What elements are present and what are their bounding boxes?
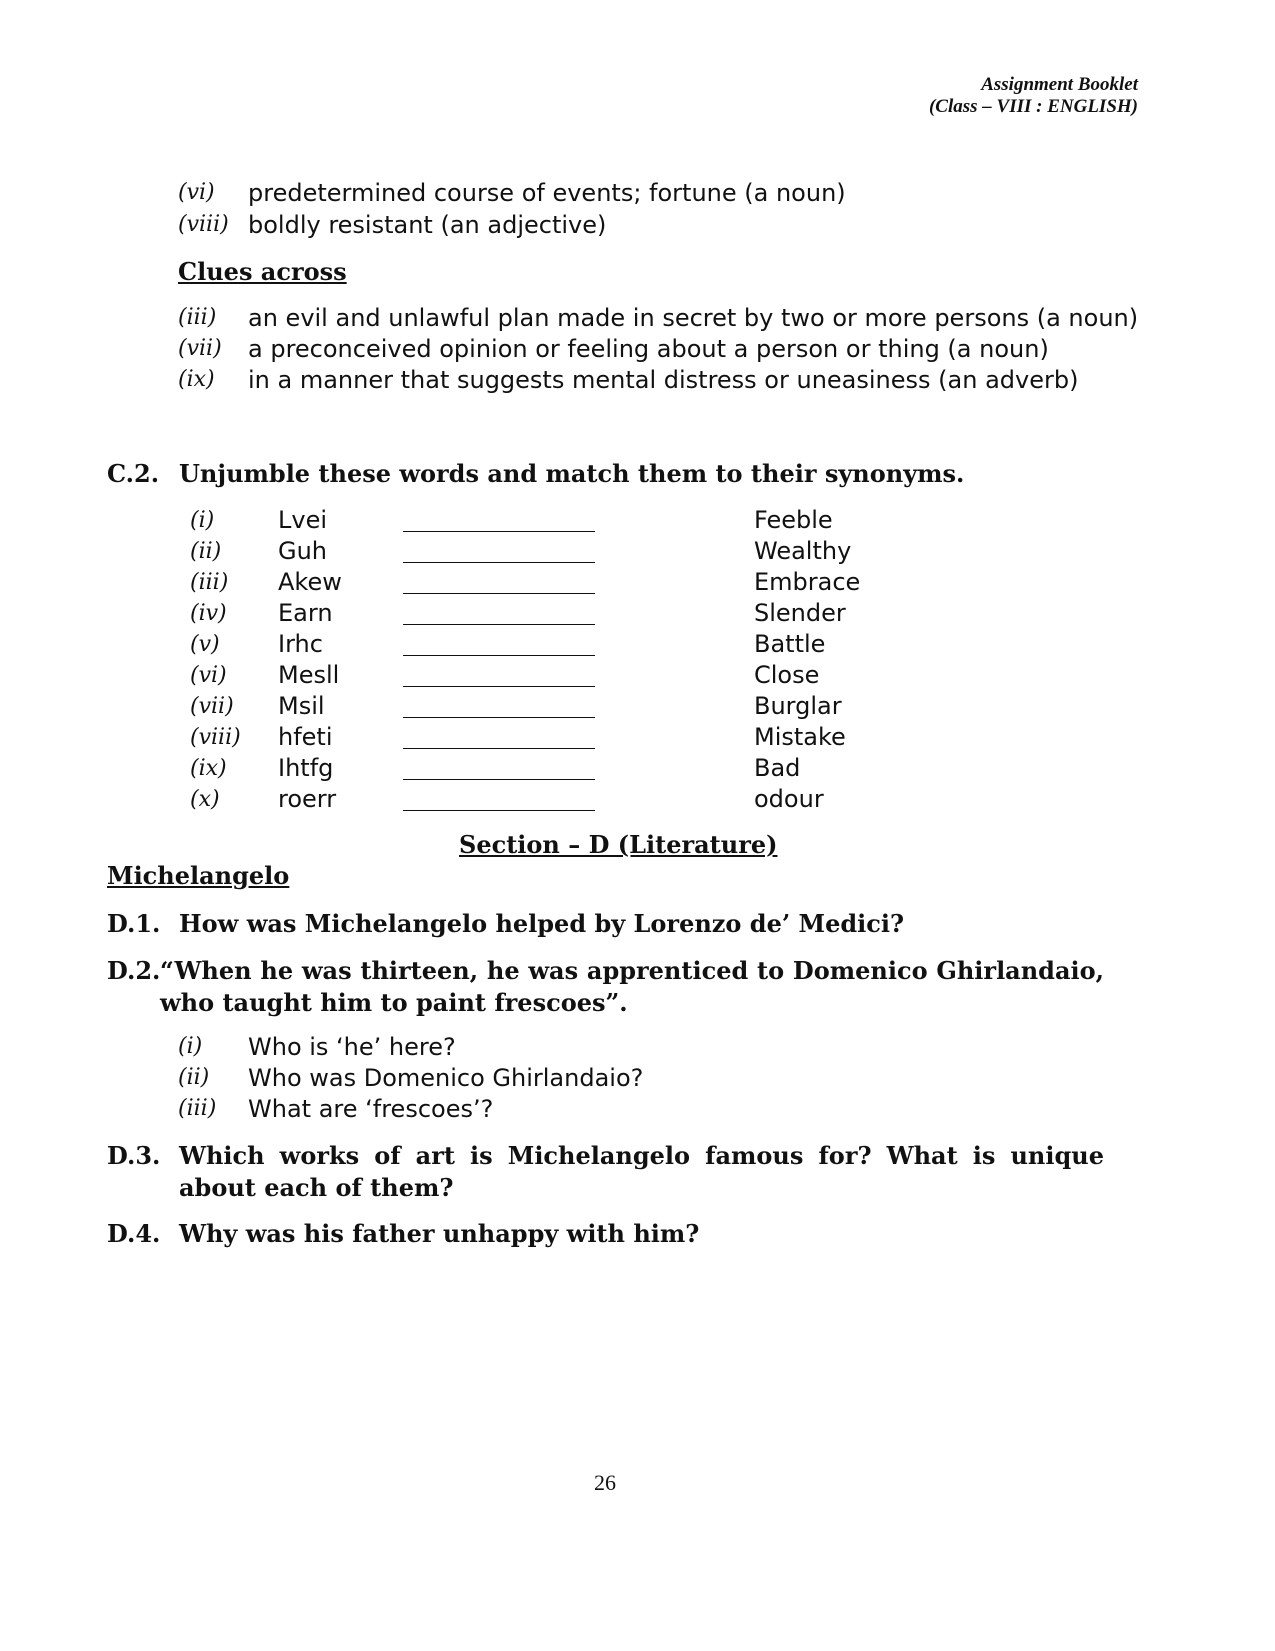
section-title: Section – D (Literature)	[459, 830, 778, 859]
sub-question-number: (ii)	[178, 1065, 210, 1090]
answer-blank[interactable]	[403, 531, 595, 532]
sub-question-number: (i)	[178, 1034, 203, 1059]
row-number: (iv)	[190, 601, 227, 626]
unjumble-row	[190, 536, 910, 567]
clue-number: (vii)	[178, 336, 222, 361]
answer-blank[interactable]	[403, 748, 595, 749]
header-title: Assignment Booklet	[981, 74, 1138, 95]
row-number: (iii)	[190, 570, 229, 595]
jumbled-word: Earn	[278, 599, 333, 627]
sub-question-number: (iii)	[178, 1096, 217, 1121]
synonym: Embrace	[754, 568, 861, 596]
question-number: D.3.	[107, 1141, 161, 1170]
clue-number: (iii)	[178, 305, 217, 330]
synonym: Battle	[754, 630, 826, 658]
jumbled-word: Msil	[278, 692, 325, 720]
sub-question-text: Who was Domenico Ghirlandaio?	[248, 1064, 644, 1092]
unjumble-row	[190, 691, 910, 722]
synonym: Close	[754, 661, 820, 689]
clue-text: boldly resistant (an adjective)	[248, 211, 607, 239]
clue-number: (ix)	[178, 367, 215, 392]
question-text: How was Michelangelo helped by Lorenzo de’ Medici?	[179, 909, 905, 938]
synonym: odour	[754, 785, 824, 813]
jumbled-word: Irhc	[278, 630, 323, 658]
answer-blank[interactable]	[403, 686, 595, 687]
clue-text: in a manner that suggests mental distress or uneasiness (an adverb)	[248, 366, 1079, 394]
answer-blank[interactable]	[403, 779, 595, 780]
row-number: (vii)	[190, 694, 234, 719]
answer-blank[interactable]	[403, 562, 595, 563]
row-number: (x)	[190, 787, 220, 812]
unjumble-row	[190, 753, 910, 784]
page-number: 26	[594, 1470, 616, 1495]
answer-blank[interactable]	[403, 655, 595, 656]
synonym: Burglar	[754, 692, 842, 720]
question-text: Why was his father unhappy with him?	[179, 1219, 700, 1248]
jumbled-word: roerr	[278, 785, 337, 813]
row-number: (i)	[190, 508, 215, 533]
question-text: “When he was thirteen, he was apprenticed to Domenico Ghirlandaio, who taught him to paint frescoes”.	[160, 956, 1104, 1017]
question-number: D.2.	[107, 956, 161, 985]
synonym: Feeble	[754, 506, 833, 534]
jumbled-word: Guh	[278, 537, 328, 565]
row-number: (ii)	[190, 539, 222, 564]
row-number: (vi)	[190, 663, 227, 688]
clue-text: predetermined course of events; fortune (a noun)	[248, 179, 846, 207]
clues-across-heading: Clues across	[178, 257, 347, 286]
unjumble-row	[190, 722, 910, 753]
unjumble-row	[190, 598, 910, 629]
unjumble-row	[190, 567, 910, 598]
row-number: (viii)	[190, 725, 241, 750]
unjumble-row	[190, 660, 910, 691]
question-number: C.2.	[107, 459, 160, 488]
topic-heading: Michelangelo	[107, 861, 290, 890]
row-number: (v)	[190, 632, 220, 657]
unjumble-row	[190, 505, 910, 536]
question-text: Unjumble these words and match them to their synonyms.	[179, 459, 965, 488]
question-number: D.4.	[107, 1219, 161, 1248]
jumbled-word: Ihtfg	[278, 754, 334, 782]
answer-blank[interactable]	[403, 717, 595, 718]
unjumble-row	[190, 784, 910, 815]
unjumble-row	[190, 629, 910, 660]
synonym: Mistake	[754, 723, 846, 751]
answer-blank[interactable]	[403, 593, 595, 594]
jumbled-word: Lvei	[278, 506, 328, 534]
question-text: Which works of art is Michelangelo famous for? What is unique about each of them?	[179, 1141, 1104, 1202]
synonym: Wealthy	[754, 537, 852, 565]
sub-question-text: Who is ‘he’ here?	[248, 1033, 456, 1061]
header-subtitle: (Class – VIII : ENGLISH)	[928, 96, 1138, 117]
answer-blank[interactable]	[403, 810, 595, 811]
page-header	[929, 74, 1138, 118]
jumbled-word: Akew	[278, 568, 342, 596]
clue-text: a preconceived opinion or feeling about a person or thing (a noun)	[248, 335, 1049, 363]
sub-question-text: What are ‘frescoes’?	[248, 1095, 494, 1123]
question-number: D.1.	[107, 909, 161, 938]
clue-number: (viii)	[178, 212, 229, 237]
clue-number: (vi)	[178, 180, 215, 205]
answer-blank[interactable]	[403, 624, 595, 625]
jumbled-word: hfeti	[278, 723, 333, 751]
synonym: Slender	[754, 599, 846, 627]
clue-text: an evil and unlawful plan made in secret by two or more persons (a noun)	[248, 304, 1139, 332]
synonym: Bad	[754, 754, 801, 782]
jumbled-word: Mesll	[278, 661, 340, 689]
row-number: (ix)	[190, 756, 227, 781]
